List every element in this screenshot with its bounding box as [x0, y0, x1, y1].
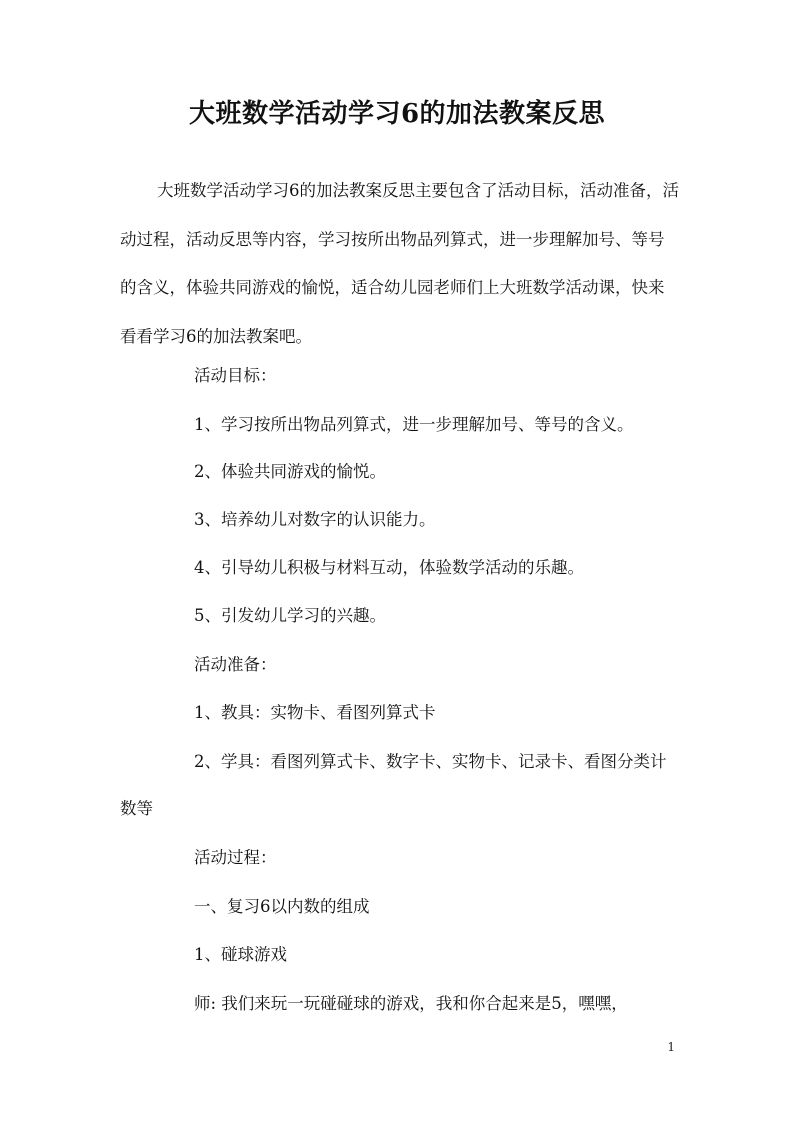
- page-number: 1: [667, 1040, 675, 1054]
- intro-paragraph: 大班数学活动学习6的加法教案反思主要包含了活动目标，活动准备，活动过程，活动反思等内容，学习按所出物品列算式，进一步理解加号、等号的含义，体验共同游戏的愉悦，适合幼儿园老师们上大班数学活动课，快来看看学习6的加法教案吧。: [120, 181, 679, 346]
- process-step-1: 一、复习6以内数的组成: [194, 897, 370, 916]
- prep-item-2: 2、学具：看图列算式卡、数字卡、实物卡、记录卡、看图分类计数等: [120, 752, 667, 818]
- goal-item-2: 2、体验共同游戏的愉悦。: [194, 462, 386, 481]
- goal-item-1: 1、学习按所出物品列算式，进一步理解加号、等号的含义。: [194, 415, 634, 434]
- document-title: 大班数学活动学习6的加法教案反思: [188, 99, 606, 129]
- goals-heading: 活动目标：: [194, 366, 277, 385]
- process-dialogue: 师: 我们来玩一玩碰碰球的游戏，我和你合起来是5，嘿嘿，: [194, 994, 628, 1013]
- prep-item-1: 1、教具：实物卡、看图列算式卡: [194, 703, 436, 722]
- process-heading: 活动过程：: [194, 848, 277, 867]
- prep-heading: 活动准备：: [194, 655, 277, 674]
- goal-item-4: 4、引导幼儿积极与材料互动，体验数学活动的乐趣。: [194, 558, 584, 577]
- process-substep-1: 1、碰球游戏: [194, 945, 287, 964]
- goal-item-5: 5、引发幼儿学习的兴趣。: [194, 606, 386, 625]
- goal-item-3: 3、培养幼儿对数字的认识能力。: [194, 510, 436, 529]
